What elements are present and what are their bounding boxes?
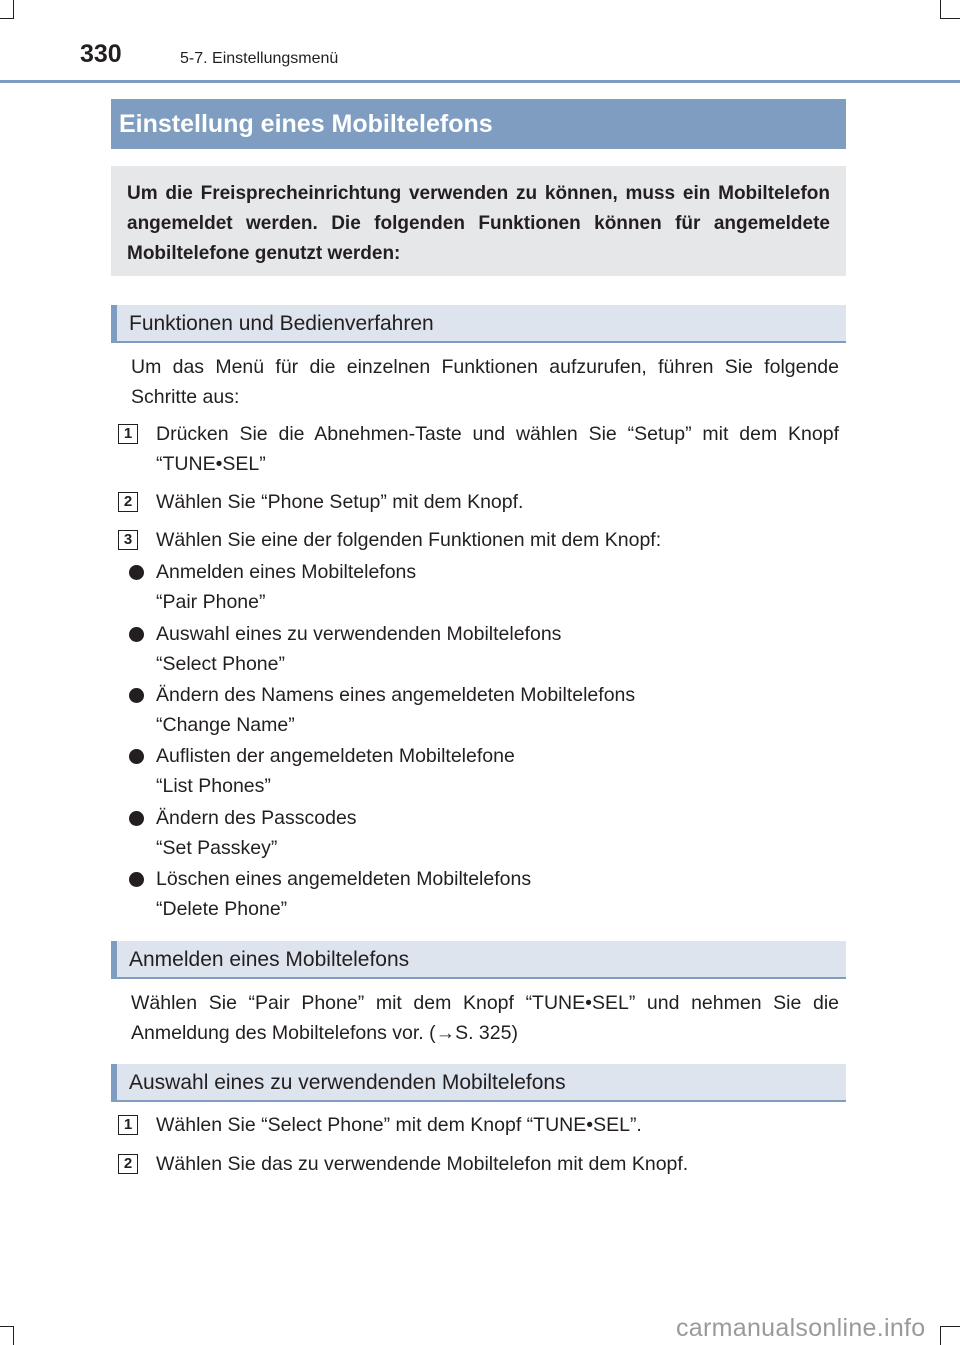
function-label: Auflisten der angemeldeten Mobiltelefone <box>156 745 515 767</box>
function-menu-name: “Set Passkey” <box>156 837 278 859</box>
subsection-heading-selection: Auswahl eines zu verwendenden Mobiltelefons <box>111 1064 846 1102</box>
function-menu-name: “Pair Phone” <box>156 591 266 613</box>
step-number: 1 <box>118 1115 138 1135</box>
function-menu-name: “Change Name” <box>156 714 295 736</box>
bullet-icon <box>129 811 144 826</box>
crop-mark <box>13 0 14 19</box>
crop-mark <box>940 1326 941 1345</box>
chapter-title: 5-7. Einstellungsmenü <box>180 50 339 67</box>
list-item <box>156 680 839 740</box>
bullet-icon <box>129 688 144 703</box>
function-menu-name: “Select Phone” <box>156 653 285 675</box>
step-text: Wählen Sie das zu verwendende Mobiltelefon mit dem Knopf. <box>156 1153 689 1175</box>
step-number: 2 <box>118 492 138 512</box>
subsection-heading-functions: Funktionen und Bedienverfahren <box>111 305 846 343</box>
bullet-icon <box>129 627 144 642</box>
step-number: 1 <box>118 424 138 444</box>
function-label: Auswahl eines zu verwendenden Mobiltelefons <box>156 623 562 645</box>
list-item <box>156 864 839 924</box>
function-label: Anmelden eines Mobiltelefons <box>156 561 417 583</box>
crop-mark <box>0 1326 14 1327</box>
crop-mark <box>13 1326 14 1345</box>
header-rule <box>0 80 960 83</box>
functions-paragraph: Um das Menü für die einzelnen Funktionen aufzurufen, führen Sie folgende Schritte aus: <box>131 356 839 408</box>
section-title: Einstellung eines Mobiltelefons <box>111 99 846 149</box>
watermark: carmanualsonline.info <box>676 1314 926 1342</box>
list-item <box>156 741 839 801</box>
step-number: 3 <box>118 530 138 550</box>
crop-mark <box>0 18 14 19</box>
list-item <box>156 619 839 679</box>
pairing-paragraph: Wählen Sie “Pair Phone” mit dem Knopf “TUNE•SEL” und nehmen Sie die Anmeldung des Mobiltelefons vor. (→S. 325) <box>131 992 839 1044</box>
crop-mark <box>940 1326 960 1327</box>
bullet-icon <box>129 749 144 764</box>
function-menu-name: “List Phones” <box>156 775 271 797</box>
subsection-heading-pairing: Anmelden eines Mobiltelefons <box>111 941 846 979</box>
function-menu-name: “Delete Phone” <box>156 898 288 920</box>
bullet-icon <box>129 872 144 887</box>
bullet-icon <box>129 565 144 580</box>
page-number: 330 <box>80 40 122 68</box>
crop-mark <box>940 0 941 19</box>
list-item <box>156 803 839 863</box>
step-text: Drücken Sie die Abnehmen-Taste und wählen Sie “Setup” mit dem Knopf “TUNE•SEL” <box>156 423 839 475</box>
function-label: Löschen eines angemeldeten Mobiltelefons <box>156 868 532 890</box>
list-item <box>156 557 839 617</box>
intro-box: Um die Freisprecheinrichtung verwenden zu können, muss ein Mobiltelefon angemeldet werden. Die folgenden Funktionen können für angemeldete Mobiltelefone genutzt werden: <box>111 166 846 276</box>
step-text: Wählen Sie eine der folgenden Funktionen mit dem Knopf: <box>156 529 662 551</box>
function-label: Ändern des Passcodes <box>156 807 357 829</box>
step-number: 2 <box>118 1154 138 1174</box>
function-label: Ändern des Namens eines angemeldeten Mobiltelefons <box>156 684 636 706</box>
step-text: Wählen Sie “Select Phone” mit dem Knopf “TUNE•SEL”. <box>156 1114 642 1136</box>
crop-mark <box>940 18 960 19</box>
step-text: Wählen Sie “Phone Setup” mit dem Knopf. <box>156 491 524 513</box>
